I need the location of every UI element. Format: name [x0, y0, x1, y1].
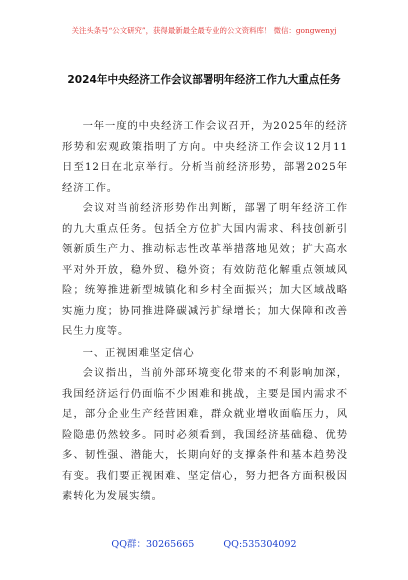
footer-qq-number: QQ:535304092: [223, 539, 297, 550]
document-title: 2024年中央经济工作会议部署明年经济工作九大重点任务: [67, 74, 341, 86]
header-notice: 关注头条号“公文研究”，获得最新最全最专业的公文资料库！ 微信：gongwenyj: [71, 26, 337, 35]
paragraph-tasks: 会议对当前经济形势作出判断，部署了明年经济工作的九大重点任务。包括全方位扩大国内需求、科技创新引领新质生产力、推动标志性改革举措落地见效；扩大高水平对外开放，稳外贸、稳外资；有效防范化解重点领域风险；统筹推进新型城镇化和乡村全面振兴；加大区域战略实施力度；协同推进降碳减污扩绿增长；加大保障和改善民生力度等。: [62, 202, 348, 337]
document-body: [62, 116, 348, 507]
paragraph-section-one: 会议指出，当前外部环境变化带来的不利影响加深，我国经济运行仍面临不少困难和挑战，主要是国内需求不足，部分企业生产经营困难，群众就业增收面临压力，风险隐患仍然较多。同时必须看到，我国经济基础稳、优势多、韧性强、潜能大，长期向好的支撑条件和基本趋势没有变。我们要正视困难、坚定信心，努力把各方面积极因素转化为发展实绩。: [62, 367, 348, 502]
paragraph-intro: 一年一度的中央经济工作会议召开，为2025年的经济形势和宏观政策指明了方向。中央经济工作会议12月11日至12日在北京举行。分析当前经济形势，部署2025年经济工作。: [62, 120, 348, 194]
footer-qq-group: QQ群：30265665: [111, 539, 195, 550]
footer-contact: [0, 536, 408, 550]
section-heading: 一、正视困难坚定信心: [82, 346, 195, 359]
